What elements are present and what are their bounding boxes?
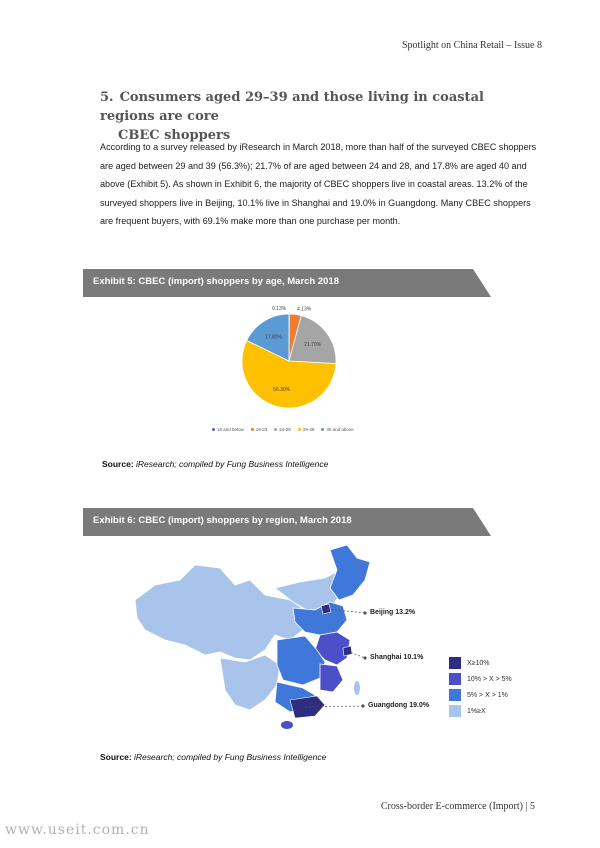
exhibit6-source (100, 752, 326, 762)
exhibit5-banner (83, 269, 493, 297)
beijing-leader-dot (363, 611, 366, 614)
pie-data-label: 56.30% (273, 387, 291, 394)
pie-legend-marker (251, 428, 254, 431)
section-number: 5. (100, 90, 114, 105)
pie-legend-marker (321, 428, 324, 431)
section-title (100, 88, 530, 145)
exhibit6-source-label: Source: (100, 752, 132, 762)
pie-data-label: 4.13% (297, 306, 312, 313)
map-legend-label: X≥10% (467, 659, 490, 667)
map-region-taiwan (354, 681, 360, 695)
map-legend-swatch (449, 657, 461, 669)
map-region-hainan (281, 721, 293, 729)
watermark: www.useit.com.cn (5, 822, 150, 838)
pie-legend-marker (212, 428, 215, 431)
pie-data-label: 17.80% (265, 334, 283, 341)
pie-legend-item (298, 427, 315, 432)
body-paragraph: According to a survey released by iResearch in March 2018, more than half of the surveyed CBEC shoppers are aged between 29 and 39 (56.3%); 21.7% of are aged between 24 and 28, and 17.8% are aged 40 and above (Exhibit 5). As shown in Exhibit 6, the majority of CBEC shoppers live in coastal areas. 13.2% of the surveyed shoppers live in Beijing, 10.1% live in Shanghai and 19.0% in Guangdong. Many CBEC shoppers are frequent buyers, with 69.1% make more than one purchase per month. (100, 142, 537, 227)
section-title-line2: CBEC shoppers (118, 128, 231, 143)
running-header: Spotlight on China Retail – Issue 8 (402, 40, 542, 51)
map-legend-swatch (449, 689, 461, 701)
map-legend (449, 655, 512, 719)
exhibit6-title: Exhibit 6: CBEC (import) shoppers by region, March 2018 (93, 515, 352, 526)
map-region-southeast (320, 664, 343, 692)
pie-legend-marker (298, 428, 301, 431)
section-title-line1: Consumers aged 29–39 and those living in coastal regions are core (100, 90, 484, 124)
pie-legend (212, 427, 354, 432)
map-legend-swatch (449, 673, 461, 685)
page-footer: Cross-border E-commerce (Import) | 5 (380, 801, 535, 812)
pie-legend-label: 29-39 (302, 427, 315, 432)
exhibit6-source-text: iResearch; compiled by Fung Business Intelligence (134, 752, 327, 762)
pie-data-label: 21.70% (304, 341, 322, 348)
age-pie-chart (205, 298, 385, 423)
shanghai-callout: Shanghai 10.1% (370, 654, 424, 661)
map-legend-item (449, 655, 512, 671)
map-legend-swatch (449, 705, 461, 717)
guangdong-callout: Guangdong 19.0% (368, 702, 430, 709)
exhibit5-title: Exhibit 5: CBEC (import) shoppers by age, March 2018 (93, 276, 339, 287)
exhibit5-source-label: Source: (102, 459, 134, 469)
pie-legend-label: 24-28 (279, 427, 291, 432)
pie-legend-marker (274, 428, 277, 431)
map-region-southwest (220, 655, 280, 710)
pie-legend-item (321, 427, 353, 432)
beijing-callout: Beijing 13.2% (370, 609, 416, 616)
map-legend-item (449, 687, 512, 703)
map-region-beijing (321, 604, 331, 614)
guangdong-leader-dot (361, 704, 364, 707)
map-legend-label: 10% > X > 5% (467, 675, 512, 683)
shanghai-leader-dot (363, 656, 366, 659)
exhibit6-banner (83, 508, 493, 536)
pie-legend-label: 40 and above (326, 427, 354, 432)
pie-legend-item (212, 427, 244, 432)
exhibit5-source (102, 459, 328, 469)
pie-legend-item (251, 427, 268, 432)
exhibit5-source-text: iResearch; compiled by Fung Business Intelligence (136, 459, 329, 469)
map-legend-label: 1%≥X (467, 707, 486, 715)
map-legend-item (449, 703, 512, 719)
pie-legend-label: 19-23 (255, 427, 268, 432)
pie-legend-label: 18 and below (217, 427, 244, 432)
map-region-guangdong (290, 696, 325, 718)
pie-legend-item (274, 427, 291, 432)
map-legend-item (449, 671, 512, 687)
pie-data-label: 0.13% (272, 306, 287, 313)
map-region-northeast (330, 545, 370, 600)
map-legend-label: 5% > X > 1% (467, 691, 508, 699)
